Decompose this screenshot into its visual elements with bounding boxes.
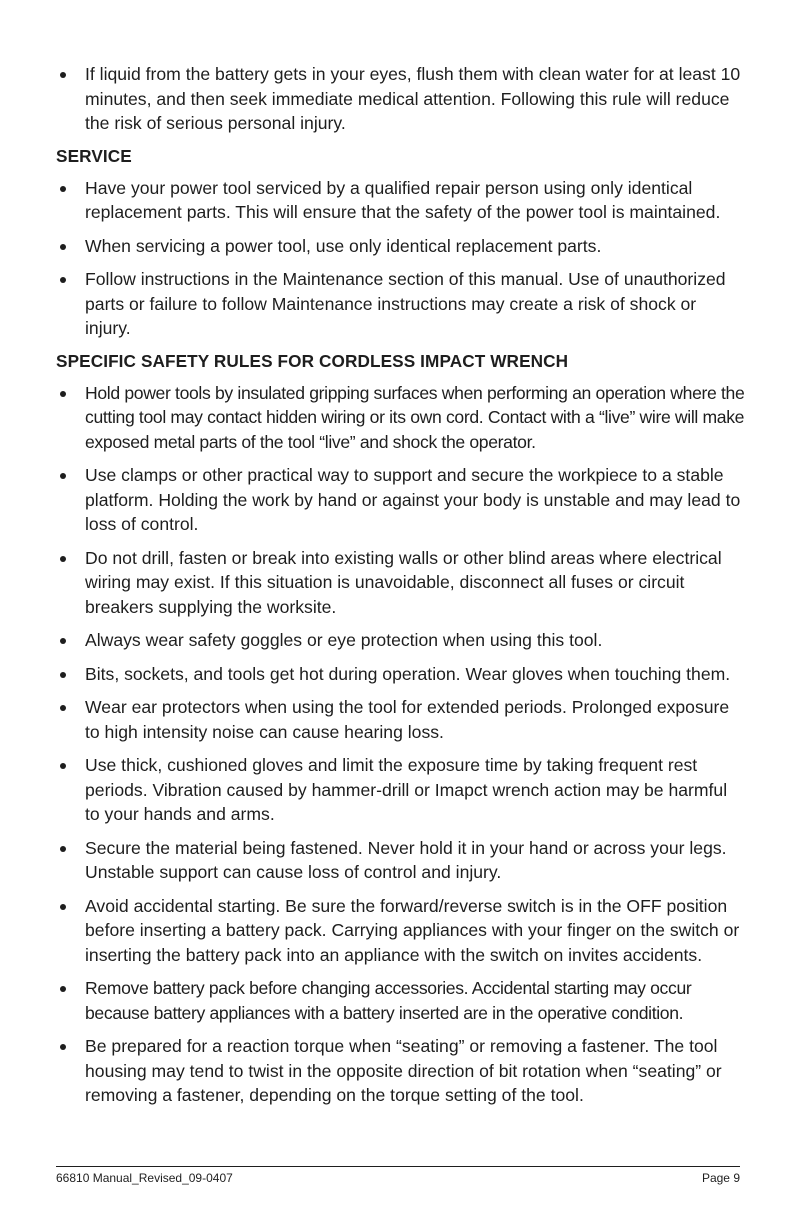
section-heading-service: SERVICE	[56, 145, 132, 166]
specific-rules-list	[56, 381, 746, 1108]
list-item: Use thick, cushioned gloves and limit the exposure time by taking frequent rest periods. Vibration caused by hammer-drill or Imapct wrench action may be harmful to your hands and arms.	[56, 753, 746, 827]
list-item: Hold power tools by insulated gripping surfaces when performing an operation where the cutting tool may contact hidden wiring or its own cord. Contact with a “live” wire will make exposed metal parts of the tool “live” and shock the operator.	[56, 381, 746, 455]
service-list	[56, 176, 746, 341]
list-item: When servicing a power tool, use only identical replacement parts.	[56, 234, 746, 259]
page-footer	[56, 1166, 740, 1185]
list-item: Do not drill, fasten or break into existing walls or other blind areas where electrical wiring may exist. If this situation is unavoidable, disconnect all fuses or circuit breakers supplying the worksite.	[56, 546, 746, 620]
list-item: Avoid accidental starting. Be sure the forward/reverse switch is in the OFF position before inserting a battery pack. Carrying appliances with your finger on the switch or inserting the battery pack into an appliance with the switch on invites accidents.	[56, 894, 746, 968]
list-item: Follow instructions in the Maintenance section of this manual. Use of unauthorized parts or failure to follow Maintenance instructions may create a risk of shock or injury.	[56, 267, 746, 341]
list-item: Wear ear protectors when using the tool for extended periods. Prolonged exposure to high intensity noise can cause hearing loss.	[56, 695, 746, 744]
list-item: Use clamps or other practical way to support and secure the workpiece to a stable platform. Holding the work by hand or against your body is unstable and may lead to loss of control.	[56, 463, 746, 537]
list-item: Remove battery pack before changing accessories. Accidental starting may occur because battery appliances with a battery inserted are in the operative condition.	[56, 976, 746, 1025]
page-content	[56, 62, 746, 1117]
list-item: Secure the material being fastened. Never hold it in your hand or across your legs. Unstable support can cause loss of control and injury.	[56, 836, 746, 885]
list-item: Be prepared for a reaction torque when “seating” or removing a fastener. The tool housing may tend to twist in the opposite direction of bit rotation when “seating” or removing a fastener, depending on the torque setting of the tool.	[56, 1034, 746, 1108]
footer-page-number: Page 9	[701, 1171, 740, 1185]
list-item: If liquid from the battery gets in your eyes, flush them with clean water for at least 10 minutes, and then seek immediate medical attention. Following this rule will reduce the risk of serious personal injury.	[56, 62, 746, 136]
section-heading-specific-safety-rules: SPECIFIC SAFETY RULES FOR CORDLESS IMPACT WRENCH	[56, 350, 569, 371]
list-item: Have your power tool serviced by a qualified repair person using only identical replacement parts. This will ensure that the safety of the power tool is maintained.	[56, 176, 746, 225]
intro-list	[56, 62, 746, 136]
list-item: Bits, sockets, and tools get hot during operation. Wear gloves when touching them.	[56, 662, 746, 687]
list-item: Always wear safety goggles or eye protection when using this tool.	[56, 628, 746, 653]
footer-document-id: 66810 Manual_Revised_09-0407	[56, 1171, 233, 1185]
